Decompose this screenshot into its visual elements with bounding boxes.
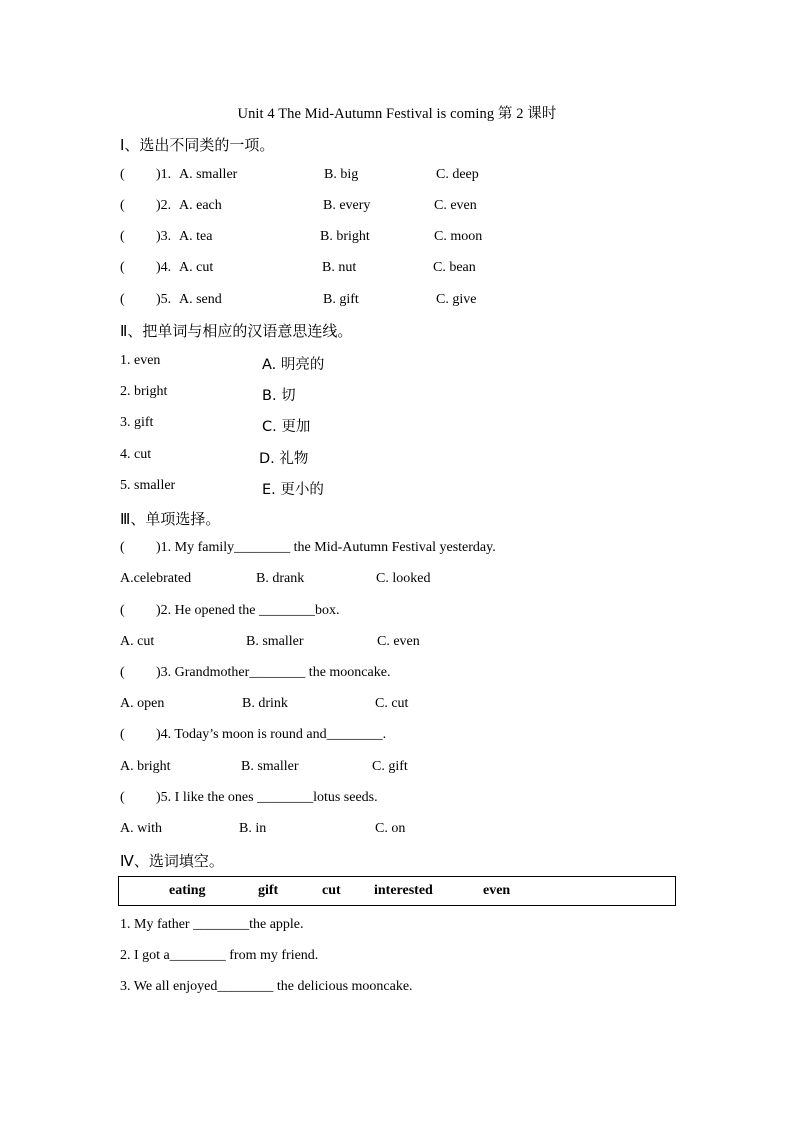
s4-sentence-1: 1. My father ________the apple.: [120, 917, 304, 932]
option-c: C. cut: [375, 696, 409, 711]
chinese-meaning: C. 更加: [262, 419, 311, 435]
s1-item-3: [120, 229, 700, 249]
section-2-heading: Ⅱ、把单词与相应的汉语意思连线。: [120, 322, 353, 340]
s1-item-1: [120, 167, 700, 187]
chinese-meaning: D. 礼物: [259, 451, 309, 467]
option-b: B. nut: [322, 260, 357, 275]
section-1-heading: Ⅰ、选出不同类的一项。: [120, 136, 275, 154]
s1-item-5: [120, 292, 700, 312]
item-number: )4.: [156, 260, 172, 275]
option-a: A. each: [179, 198, 222, 213]
question-text: )4. Today’s moon is round and________.: [156, 727, 387, 742]
option-b: B. gift: [323, 292, 359, 307]
option-a: A.celebrated: [120, 571, 192, 586]
s3-options-2: [120, 634, 700, 654]
option-b: B. in: [239, 821, 267, 836]
s2-item-1: [120, 353, 700, 373]
s1-item-2: [120, 198, 700, 218]
english-word: 5. smaller: [120, 478, 176, 493]
section-4-heading: Ⅳ、选词填空。: [120, 852, 224, 870]
s3-options-5: [120, 821, 700, 841]
word-bank-item: cut: [322, 883, 341, 898]
answer-blank[interactable]: (: [120, 260, 125, 275]
answer-blank[interactable]: (: [120, 665, 125, 680]
option-c: C. on: [375, 821, 406, 836]
english-word: 4. cut: [120, 447, 152, 462]
option-b: B. smaller: [246, 634, 304, 649]
option-a: A. open: [120, 696, 165, 711]
question-text: )5. I like the ones ________lotus seeds.: [156, 790, 378, 805]
question-text: )3. Grandmother________ the mooncake.: [156, 665, 391, 680]
answer-blank[interactable]: (: [120, 603, 125, 618]
s3-question-2: [120, 603, 700, 623]
word-bank-item: eating: [169, 883, 206, 898]
s3-question-1: [120, 540, 700, 560]
question-text: )1. My family________ the Mid-Autumn Festival yesterday.: [156, 540, 496, 555]
option-b: B. drank: [256, 571, 305, 586]
answer-blank[interactable]: (: [120, 727, 125, 742]
s2-item-4: [120, 447, 700, 467]
option-a: A. cut: [179, 260, 214, 275]
option-b: B. smaller: [241, 759, 299, 774]
option-b: B. drink: [242, 696, 288, 711]
s3-question-3: [120, 665, 700, 685]
option-c: C. bean: [433, 260, 476, 275]
s4-sentence-2: 2. I got a________ from my friend.: [120, 948, 319, 963]
question-text: )2. He opened the ________box.: [156, 603, 340, 618]
s2-item-2: [120, 384, 700, 404]
english-word: 2. bright: [120, 384, 168, 399]
answer-blank[interactable]: (: [120, 790, 125, 805]
word-bank: [118, 876, 676, 906]
chinese-meaning: E. 更小的: [262, 482, 324, 498]
option-c: C. moon: [434, 229, 483, 244]
s3-question-4: [120, 727, 700, 747]
option-c: C. gift: [372, 759, 408, 774]
section-3-heading: Ⅲ、单项选择。: [120, 510, 221, 528]
option-c: C. even: [377, 634, 420, 649]
s3-question-5: [120, 790, 700, 810]
option-a: A. cut: [120, 634, 155, 649]
option-c: C. even: [434, 198, 477, 213]
answer-blank[interactable]: (: [120, 540, 125, 555]
s3-options-4: [120, 759, 700, 779]
item-number: )3.: [156, 229, 172, 244]
answer-blank[interactable]: (: [120, 292, 125, 307]
word-bank-item: interested: [374, 883, 433, 898]
s3-options-3: [120, 696, 700, 716]
word-bank-item: even: [483, 883, 511, 898]
answer-blank[interactable]: (: [120, 167, 125, 182]
option-c: C. give: [436, 292, 477, 307]
page-title: Unit 4 The Mid-Autumn Festival is coming 第 2 课时: [237, 106, 557, 122]
s1-item-4: [120, 260, 700, 280]
chinese-meaning: A. 明亮的: [262, 357, 325, 373]
option-c: C. looked: [376, 571, 431, 586]
s3-options-1: [120, 571, 700, 591]
option-a: A. bright: [120, 759, 171, 774]
option-a: A. tea: [179, 229, 213, 244]
s2-item-5: [120, 478, 700, 498]
answer-blank[interactable]: (: [120, 198, 125, 213]
word-bank-item: gift: [258, 883, 279, 898]
s2-item-3: [120, 415, 700, 435]
english-word: 3. gift: [120, 415, 154, 430]
answer-blank[interactable]: (: [120, 229, 125, 244]
english-word: 1. even: [120, 353, 161, 368]
chinese-meaning: B. 切: [262, 388, 296, 404]
option-c: C. deep: [436, 167, 479, 182]
option-a: A. smaller: [179, 167, 238, 182]
option-b: B. bright: [320, 229, 370, 244]
option-a: A. send: [179, 292, 222, 307]
item-number: )5.: [156, 292, 172, 307]
item-number: )1.: [156, 167, 172, 182]
item-number: )2.: [156, 198, 172, 213]
s4-sentence-3: 3. We all enjoyed________ the delicious mooncake.: [120, 979, 413, 994]
option-b: B. every: [323, 198, 371, 213]
option-b: B. big: [324, 167, 359, 182]
option-a: A. with: [120, 821, 162, 836]
